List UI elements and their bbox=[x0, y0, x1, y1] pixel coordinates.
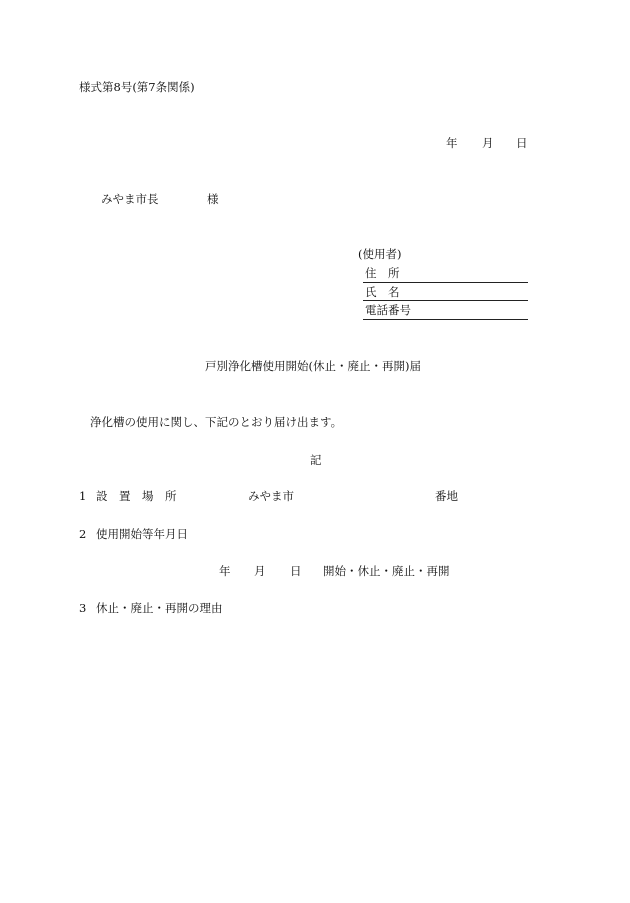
item-3-number: 3 bbox=[79, 601, 87, 615]
phone-label: 電話番号 bbox=[365, 303, 411, 317]
item-2-day: 日 bbox=[290, 564, 302, 578]
addressee-name: みやま市長 bbox=[101, 192, 159, 206]
name-label: 氏 名 bbox=[365, 285, 400, 299]
date-year: 年 bbox=[446, 136, 458, 150]
item-2-year: 年 bbox=[219, 564, 231, 578]
addressee-honorific: 様 bbox=[207, 192, 219, 206]
item-2-label: 使用開始等年月日 bbox=[96, 527, 188, 541]
intro-text: 浄化槽の使用に関し、下記のとおり届け出ます。 bbox=[90, 415, 343, 429]
address-label: 住 所 bbox=[365, 266, 400, 280]
item-2-number: 2 bbox=[79, 527, 87, 541]
item-1-city: みやま市 bbox=[248, 489, 294, 503]
date-day: 日 bbox=[516, 136, 528, 150]
item-1-number: 1 bbox=[79, 489, 87, 503]
item-3-label: 休止・廃止・再開の理由 bbox=[96, 601, 223, 615]
item-2-month: 月 bbox=[254, 564, 266, 578]
item-1-suffix: 番地 bbox=[435, 489, 458, 503]
form-number: 様式第8号(第7条関係) bbox=[79, 80, 195, 94]
applicant-heading: (使用者) bbox=[358, 247, 402, 261]
document-title: 戸別浄化槽使用開始(休止・廃止・再開)届 bbox=[205, 359, 421, 373]
item-1-label: 設 置 場 所 bbox=[96, 489, 177, 503]
address-underline bbox=[363, 282, 528, 283]
name-underline bbox=[363, 300, 528, 301]
phone-underline bbox=[363, 319, 528, 320]
ki-mark: 記 bbox=[310, 453, 322, 467]
date-month: 月 bbox=[482, 136, 494, 150]
item-2-options: 開始・休止・廃止・再開 bbox=[323, 564, 450, 578]
